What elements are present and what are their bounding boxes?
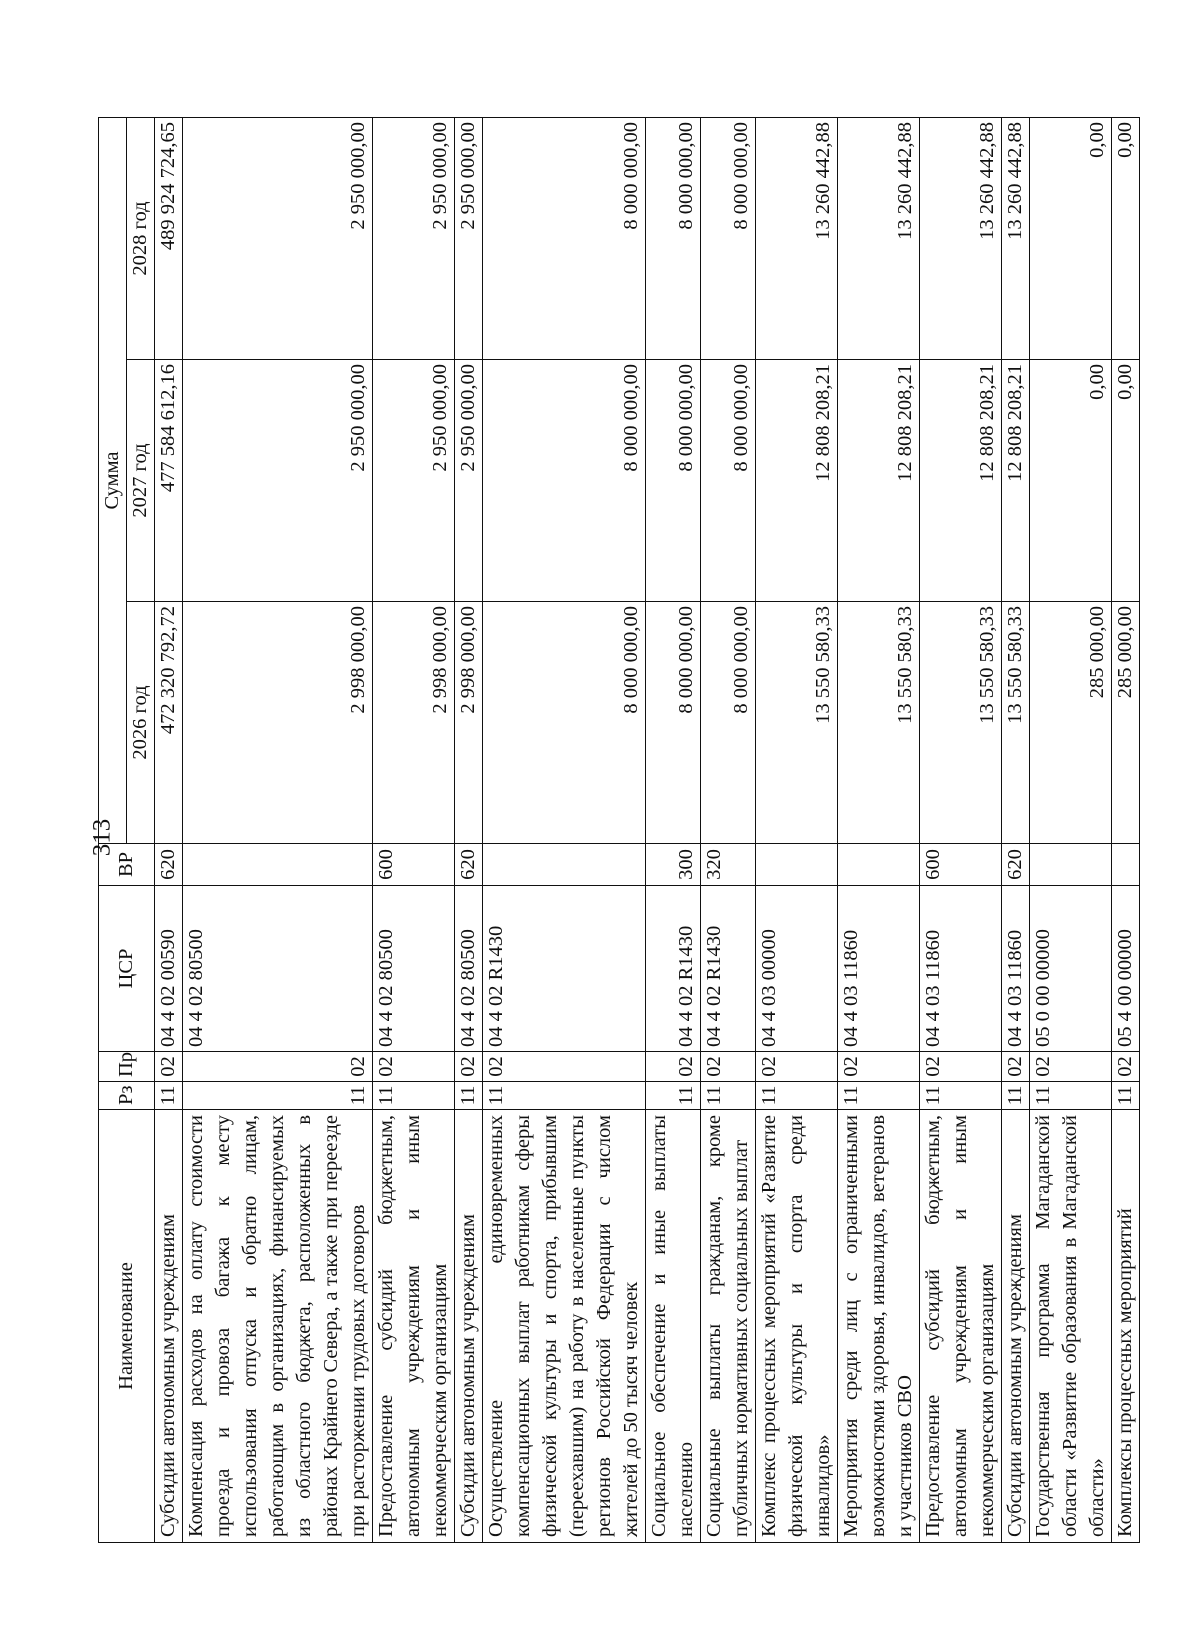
- header-row-1: [99, 117, 127, 1542]
- cell-2027: 8 000 000,00: [483, 360, 646, 602]
- cell-2028: 8 000 000,00: [646, 117, 701, 359]
- cell-rz: 11: [646, 1082, 701, 1110]
- cell-pr: 02: [920, 1052, 1002, 1082]
- cell-2026: 2 998 000,00: [455, 602, 483, 844]
- cell-rz: 11: [1112, 1082, 1140, 1110]
- cell-vr: 320: [701, 844, 756, 886]
- cell-rz: 11: [701, 1082, 756, 1110]
- header-name: Наименование: [99, 1110, 155, 1543]
- table-row: [1112, 117, 1140, 1542]
- cell-pr: 02: [455, 1052, 483, 1082]
- cell-vr: 620: [155, 844, 183, 886]
- cell-2027: 12 808 208,21: [756, 360, 838, 602]
- cell-2028: 13 260 442,88: [838, 117, 920, 359]
- cell-2027: 477 584 612,16: [155, 360, 183, 602]
- cell-vr: [838, 844, 920, 886]
- cell-2026: 13 550 580,33: [756, 602, 838, 844]
- cell-pr: 02: [756, 1052, 838, 1082]
- table-row: [183, 117, 373, 1542]
- header-sum: Сумма: [99, 117, 127, 843]
- cell-2026: 13 550 580,33: [838, 602, 920, 844]
- cell-2028: 13 260 442,88: [756, 117, 838, 359]
- cell-csr: 04 4 03 11860: [920, 886, 1002, 1052]
- cell-name: Комплексы процессных мероприятий: [1112, 1110, 1140, 1543]
- cell-2026: 2 998 000,00: [183, 602, 373, 844]
- cell-2026: 285 000,00: [1112, 602, 1140, 844]
- cell-2026: 2 998 000,00: [373, 602, 455, 844]
- cell-pr: 02: [1112, 1052, 1140, 1082]
- cell-name: Субсидии автономным учреждениям: [1002, 1110, 1030, 1543]
- cell-vr: 620: [455, 844, 483, 886]
- cell-2026: 8 000 000,00: [646, 602, 701, 844]
- cell-2028: 2 950 000,00: [455, 117, 483, 359]
- cell-rz: 11: [920, 1082, 1002, 1110]
- cell-2026: 8 000 000,00: [701, 602, 756, 844]
- cell-name: Субсидии автономным учреждениям: [155, 1110, 183, 1543]
- table-row: [646, 117, 701, 1542]
- cell-vr: 600: [920, 844, 1002, 886]
- header-2027: 2027 год: [127, 360, 155, 602]
- cell-name: Предоставление субсидий бюджетным, автономным учреждениям и иным некоммерческим организациям: [920, 1110, 1002, 1543]
- cell-vr: [756, 844, 838, 886]
- cell-2028: 2 950 000,00: [373, 117, 455, 359]
- cell-2028: 8 000 000,00: [483, 117, 646, 359]
- cell-rz: 11: [183, 1082, 373, 1110]
- cell-2027: 12 808 208,21: [838, 360, 920, 602]
- cell-csr: 05 4 00 00000: [1112, 886, 1140, 1052]
- cell-2027: 12 808 208,21: [1002, 360, 1030, 602]
- cell-2027: 2 950 000,00: [183, 360, 373, 602]
- cell-rz: 11: [1030, 1082, 1112, 1110]
- cell-2028: 2 950 000,00: [183, 117, 373, 359]
- table-row: [373, 117, 455, 1542]
- cell-pr: 02: [183, 1052, 373, 1082]
- cell-name: Социальное обеспечение и иные выплаты населению: [646, 1110, 701, 1543]
- header-pr: Пр: [99, 1052, 155, 1082]
- cell-csr: 05 0 00 00000: [1030, 886, 1112, 1052]
- cell-pr: 02: [646, 1052, 701, 1082]
- table-row: [1002, 117, 1030, 1542]
- table-row: [701, 117, 756, 1542]
- cell-2027: 0,00: [1030, 360, 1112, 602]
- cell-pr: 02: [373, 1052, 455, 1082]
- cell-pr: 02: [838, 1052, 920, 1082]
- cell-csr: 04 4 02 80500: [183, 886, 373, 1052]
- cell-pr: 02: [1030, 1052, 1112, 1082]
- header-csr: ЦСР: [99, 886, 155, 1052]
- cell-vr: 600: [373, 844, 455, 886]
- cell-rz: 11: [838, 1082, 920, 1110]
- header-2026: 2026 год: [127, 602, 155, 844]
- header-vr: ВР: [99, 844, 155, 886]
- cell-2028: 13 260 442,88: [1002, 117, 1030, 359]
- cell-pr: 02: [155, 1052, 183, 1082]
- cell-2028: 13 260 442,88: [920, 117, 1002, 359]
- page-number: 313: [88, 818, 116, 857]
- table-row: [455, 117, 483, 1542]
- cell-2027: 8 000 000,00: [701, 360, 756, 602]
- cell-rz: 11: [483, 1082, 646, 1110]
- cell-pr: 02: [701, 1052, 756, 1082]
- cell-name: Мероприятия среди лиц с ограниченными возможностями здоровья, инвалидов, ветеранов и участников СВО: [838, 1110, 920, 1543]
- cell-csr: 04 4 02 80500: [373, 886, 455, 1052]
- cell-csr: 04 4 02 R1430: [701, 886, 756, 1052]
- cell-2026: 13 550 580,33: [1002, 602, 1030, 844]
- cell-pr: 02: [483, 1052, 646, 1082]
- header-rz: Рз: [99, 1082, 155, 1110]
- cell-name: Осуществление единовременных компенсационных выплат работникам сферы физической культуры и спорта, прибывшим (переехавшим) на работу в населенные пункты регионов Российской Федерации с числом жителей до 50 тысяч человек: [483, 1110, 646, 1543]
- cell-name: Компенсация расходов на оплату стоимости проезда и провоза багажа к месту использования отпуска и обратно лицам, работающим в организациях, финансируемых из областного бюджета, расположенных в районах Крайнего Севера, а также при переезде при расторжении трудовых договоров: [183, 1110, 373, 1543]
- table-row: [155, 117, 183, 1542]
- cell-csr: 04 4 03 00000: [756, 886, 838, 1052]
- cell-name: Государственная программа Магаданской области «Развитие образования в Магаданской области»: [1030, 1110, 1112, 1543]
- cell-vr: [1112, 844, 1140, 886]
- cell-2027: 0,00: [1112, 360, 1140, 602]
- cell-2026: 472 320 792,72: [155, 602, 183, 844]
- cell-csr: 04 4 02 R1430: [483, 886, 646, 1052]
- cell-name: Предоставление субсидий бюджетным, автономным учреждениям и иным некоммерческим организациям: [373, 1110, 455, 1543]
- cell-vr: 300: [646, 844, 701, 886]
- table-row: [756, 117, 838, 1542]
- cell-pr: 02: [1002, 1052, 1030, 1082]
- cell-name: Социальные выплаты гражданам, кроме публичных нормативных социальных выплат: [701, 1110, 756, 1543]
- cell-rz: 11: [455, 1082, 483, 1110]
- cell-2026: 285 000,00: [1030, 602, 1112, 844]
- cell-vr: 620: [1002, 844, 1030, 886]
- cell-vr: [483, 844, 646, 886]
- cell-rz: 11: [373, 1082, 455, 1110]
- cell-2026: 8 000 000,00: [483, 602, 646, 844]
- table-row: [838, 117, 920, 1542]
- cell-2026: 13 550 580,33: [920, 602, 1002, 844]
- cell-csr: 04 4 02 00590: [155, 886, 183, 1052]
- cell-name: Комплекс процессных мероприятий «Развитие физической культуры и спорта среди инвалидов»: [756, 1110, 838, 1543]
- cell-csr: 04 4 02 80500: [455, 886, 483, 1052]
- cell-name: Субсидии автономным учреждениям: [455, 1110, 483, 1543]
- cell-csr: 04 4 02 R1430: [646, 886, 701, 1052]
- table-row: [920, 117, 1002, 1542]
- table-row: [1030, 117, 1112, 1542]
- header-2028: 2028 год: [127, 117, 155, 359]
- cell-csr: 04 4 03 11860: [838, 886, 920, 1052]
- cell-2027: 2 950 000,00: [455, 360, 483, 602]
- cell-2028: 0,00: [1030, 117, 1112, 359]
- cell-2027: 8 000 000,00: [646, 360, 701, 602]
- table-row: [483, 117, 646, 1542]
- cell-rz: 11: [155, 1082, 183, 1110]
- cell-2028: 489 924 724,65: [155, 117, 183, 359]
- cell-csr: 04 4 03 11860: [1002, 886, 1030, 1052]
- cell-rz: 11: [756, 1082, 838, 1110]
- budget-table-container: [98, 118, 1136, 1543]
- cell-vr: [1030, 844, 1112, 886]
- cell-rz: 11: [1002, 1082, 1030, 1110]
- cell-2027: 12 808 208,21: [920, 360, 1002, 602]
- cell-2028: 0,00: [1112, 117, 1140, 359]
- cell-vr: [183, 844, 373, 886]
- cell-2028: 8 000 000,00: [701, 117, 756, 359]
- budget-table: [98, 117, 1140, 1543]
- cell-2027: 2 950 000,00: [373, 360, 455, 602]
